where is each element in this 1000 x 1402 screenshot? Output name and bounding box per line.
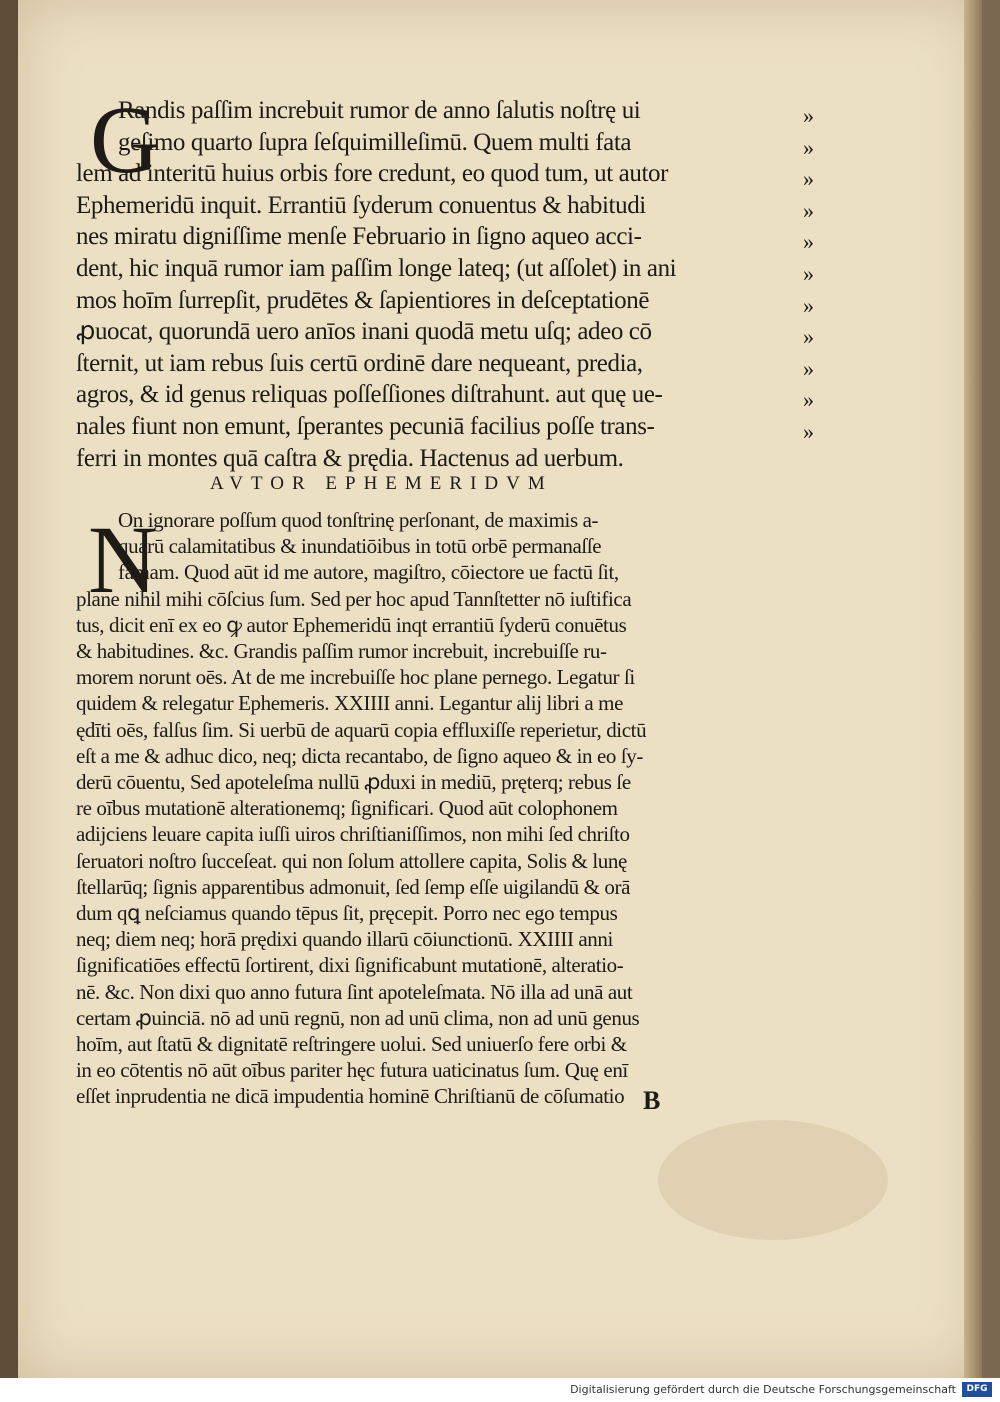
- text-line: quidem & relegatur Ephemeris. XXIIII anni. Legantur alij libri a me: [76, 691, 623, 716]
- quote-mark: »: [803, 260, 814, 286]
- quote-mark: »: [803, 418, 814, 444]
- quote-mark: »: [803, 324, 814, 350]
- text-line: dum qꝗ neſciamus quando tēpus ſit, pręcepit. Porro nec ego tempus: [76, 901, 618, 926]
- text-line: mos hoīm ſurrepſit, prudētes & ſapientiores in deſceptationē: [76, 286, 650, 314]
- text-line: re oībus mutationē alterationemq; ſignificari. Quod aūt colophonem: [76, 796, 618, 821]
- text-line: ſternit, ut iam rebus ſuis certū ordinē dare nequeant, predia,: [76, 349, 643, 377]
- margin-quote-marks: [803, 100, 823, 448]
- text-line: tus, dicit enī ex eo ꝙ autor Ephemeridū inqt errantiū ſyderū conuētus: [76, 612, 627, 637]
- paper-stain: [658, 1120, 888, 1240]
- book-gutter: [0, 0, 18, 1378]
- signature-mark: B: [643, 1086, 661, 1115]
- text-line: ſeruatori noſtro ſucceſeat. qui non ſolum attollere capita, Solis & lunę: [76, 848, 627, 873]
- text-line: neq; diem neq; horā prędixi quando illarū cōiunctionū. XXIIII anni: [76, 927, 613, 952]
- text-line: ꝓuocat, quorundā uero anīos inani quodā metu uſq; adeo cō: [76, 318, 652, 346]
- text-line: nē. &c. Non dixi quo anno futura ſint apoteleſmata. Nō illa ad unā aut: [76, 979, 633, 1004]
- text-line: hoīm, aut ſtatū & dignitatē reſtringere uolui. Sed uniuerſo fere orbi &: [76, 1032, 627, 1057]
- text-line: agros, & id genus reliquas poſſeſſiones diſtrahunt. aut quę ue-: [76, 381, 663, 409]
- quote-mark: »: [803, 103, 814, 128]
- page-edge: [964, 0, 982, 1378]
- text-line: plane nihil mihi cōſcius ſum. Sed per hoc apud Tannſtetter nō iuſtifica: [76, 586, 632, 611]
- funding-credit: Digitalisierung gefördert durch die Deutsche Forschungsgemeinschaft: [570, 1383, 956, 1396]
- quote-mark: »: [803, 355, 814, 381]
- text-line: nales fiunt non emunt, ſperantes pecuniā facilius poſſe trans-: [76, 412, 655, 440]
- footer-bar: [0, 1378, 1000, 1402]
- text-line: famam. Quod aūt id me autore, magiſtro, cōiectore ue factū ſit,: [118, 560, 619, 585]
- text-line: ędīti oēs, falſus ſim. Si uerbū de aquarū copia effluxiſſe reperietur, dictū: [76, 717, 647, 742]
- quote-mark: »: [803, 197, 814, 223]
- text-line: adijciens leuare capita iuſſi uiros chriſtianiſſimos, non mihi ſed chriſto: [76, 822, 630, 847]
- dropcap-n: N: [88, 506, 158, 613]
- text-line: Randis paſſim increbuit rumor de anno ſalutis noſtrę ui: [118, 97, 641, 124]
- text-line: lem ad interitū huius orbis fore credunt, eo quod tum, ut autor: [76, 160, 669, 188]
- text-line: Ephemeridū inquit. Errantiū ſyderum conuentus & habitudi: [76, 191, 646, 219]
- quote-mark: »: [803, 229, 814, 255]
- text-line: eſſet inprudentia ne dicā impudentia hominē Chriſtianū de cōſumatio: [76, 1084, 625, 1109]
- paragraph-2: [76, 507, 796, 1110]
- text-line: quarū calamitatibus & inundatiōibus in totū orbē permanaſſe: [118, 534, 602, 559]
- text-line: ſtellarūq; ſignis apparentibus admonuit, ſed ſemp eſſe uigilandū & orā: [76, 874, 631, 899]
- text-line: & habitudines. &c. Grandis paſſim rumor increbuit, increbuiſſe ru-: [76, 639, 607, 664]
- quote-mark: »: [803, 292, 814, 318]
- text-line: nes miratu digniſſime menſe Februario in ſigno aqueo acci-: [76, 223, 642, 251]
- text-line: eſt a me & adhuc dico, neq; dicta recantabo, de ſigno aqueo & in eo ſy-: [76, 743, 643, 768]
- section-heading: AVTOR EPHEMERIDVM: [210, 473, 553, 494]
- text-line: On ignorare poſſum quod tonſtrinę perſonant, de maximis a-: [118, 508, 599, 532]
- text-line: certam ꝓuinciā. nō ad unū regnū, non ad unū clima, non ad unū genus: [76, 1005, 640, 1030]
- text-line: ſignificatiōes effectū ſortirent, dixi ſignificabunt mutationē, alteratio-: [76, 953, 624, 978]
- quote-mark: »: [803, 387, 814, 413]
- text-line: in eo cōtentis nō aūt oībus pariter hęc futura uaticinatus ſum. Quę enī: [76, 1058, 628, 1083]
- text-line: dent, hic inquā rumor iam paſſim longe lateq; (ut aſſolet) in ani: [76, 254, 677, 282]
- text-line: ferri in montes quā caſtra & prędia. Hactenus ad uerbum.: [76, 444, 624, 472]
- quote-mark: »: [803, 166, 814, 192]
- dfg-logo: DFG: [962, 1382, 992, 1397]
- text-line: geſimo quarto ſupra ſeſquimilleſimū. Quem multi fata: [118, 128, 632, 156]
- text-line: morem norunt oēs. At de me increbuiſſe hoc plane pernego. Legatur ſi: [76, 665, 635, 690]
- quote-mark: »: [803, 134, 814, 160]
- text-line: derū cōuentu, Sed apoteleſma nullū ꝓduxi in mediū, pręterq; rebus ſe: [76, 770, 631, 795]
- dropcap-g: G: [90, 86, 160, 193]
- paragraph-1: [76, 95, 796, 474]
